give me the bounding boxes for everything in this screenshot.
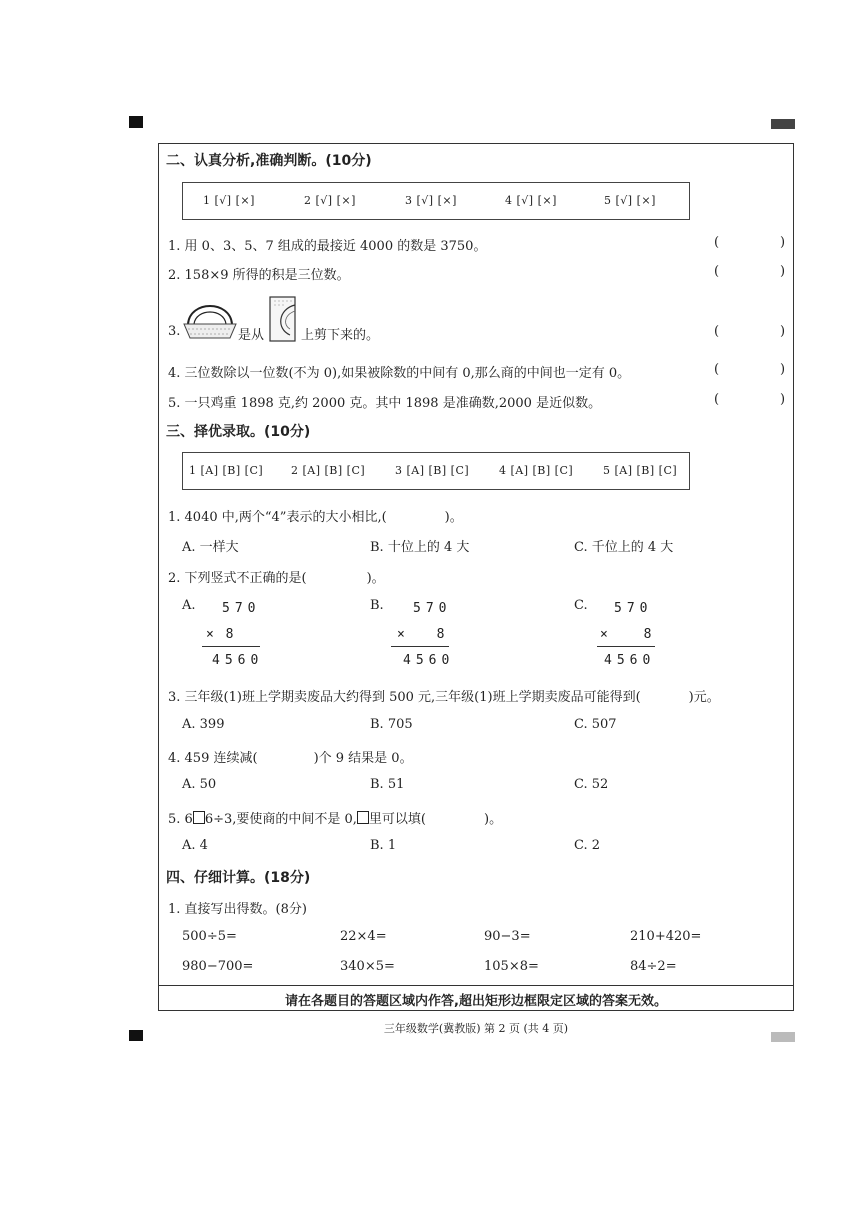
section-3-answer-box <box>182 452 690 490</box>
choice-question-5 <box>168 808 502 827</box>
vertical-line-b <box>391 646 449 647</box>
answer-cell-5[interactable]: 5 [√] [×] <box>604 194 656 207</box>
judge-question-4: 4. 三位数除以一位数(不为 0),如果被除数的中间有 0,那么商的中间也一定有 0。 <box>168 366 631 381</box>
question-stem: 3. 三年级(1)班上学期卖废品大约得到 500 元,三年级(1)班上学期卖废品可能得到( <box>168 690 641 705</box>
notice-divider <box>158 985 794 986</box>
question-tail: )。 <box>444 510 463 525</box>
choice-question-1 <box>168 506 463 525</box>
answer-paren-open: ( <box>714 264 720 279</box>
vertical-line-c <box>597 646 655 647</box>
vertical-product-c: 4560 <box>604 653 656 668</box>
blank-square-icon <box>193 811 205 824</box>
calc-item: 105×8= <box>484 959 539 974</box>
judge-question-3-end: 上剪下来的。 <box>301 328 380 343</box>
vertical-multiplicand-c: 570 <box>614 601 653 616</box>
choice-cell-1[interactable]: 1 [A] [B] [C] <box>189 464 264 477</box>
question-stem: 5. 6 <box>168 812 193 827</box>
section-2-title: 二、认真分析,准确判断。(10分) <box>166 153 372 169</box>
answer-paren-close: ) <box>780 324 786 339</box>
judge-question-3-middle: 是从 <box>238 328 265 343</box>
question-stem: 1. 4040 中,两个“4”表示的大小相比,( <box>168 510 387 525</box>
calc-item: 980−700= <box>182 959 254 974</box>
vertical-multiplicand-b: 570 <box>413 601 452 616</box>
option-a-label[interactable]: A. <box>182 598 196 613</box>
option-a[interactable]: A. 一样大 <box>182 540 239 555</box>
option-c-label[interactable]: C. <box>574 598 588 613</box>
option-a[interactable]: A. 50 <box>182 777 217 792</box>
vertical-multiplier-a: × 8 <box>206 627 236 642</box>
answer-paren-close: ) <box>780 392 786 407</box>
section-4-title: 四、仔细计算。(18分) <box>166 870 311 886</box>
question-tail: )个 9 结果是 0。 <box>313 751 413 766</box>
option-c[interactable]: C. 2 <box>574 838 601 853</box>
folded-paper-icon <box>268 295 298 343</box>
vertical-multiplicand-a: 570 <box>222 601 261 616</box>
answer-paren-close: ) <box>780 362 786 377</box>
option-b-label[interactable]: B. <box>370 598 384 613</box>
registration-mark-bottom-left <box>129 1030 143 1041</box>
answer-paren-open: ( <box>714 362 720 377</box>
section-3-title: 三、择优录取。(10分) <box>166 424 311 440</box>
calc-item: 22×4= <box>340 929 387 944</box>
option-c[interactable]: C. 千位上的 4 大 <box>574 540 674 555</box>
option-a[interactable]: A. 4 <box>182 838 208 853</box>
answer-cell-4[interactable]: 4 [√] [×] <box>505 194 557 207</box>
registration-mark-top-right <box>771 119 795 129</box>
question-tail: )。 <box>366 571 385 586</box>
vertical-product-a: 4560 <box>212 653 264 668</box>
calc-item: 500÷5= <box>182 929 237 944</box>
choice-cell-4[interactable]: 4 [A] [B] [C] <box>499 464 574 477</box>
judge-question-2: 2. 158×9 所得的积是三位数。 <box>168 268 350 283</box>
answer-paren-close: ) <box>780 235 786 250</box>
answer-cell-2[interactable]: 2 [√] [×] <box>304 194 356 207</box>
question-stem-end: 里可以填( <box>368 812 426 827</box>
answer-paren-open: ( <box>714 324 720 339</box>
judge-question-3-number: 3. <box>168 324 181 339</box>
question-tail: )。 <box>484 812 503 827</box>
vertical-line-a <box>202 646 260 647</box>
page-footer: 三年级数学(冀教版) 第 2 页 (共 4 页) <box>383 1022 569 1035</box>
choice-cell-5[interactable]: 5 [A] [B] [C] <box>603 464 678 477</box>
calc-item: 340×5= <box>340 959 395 974</box>
answer-cell-3[interactable]: 3 [√] [×] <box>405 194 457 207</box>
choice-question-4 <box>168 747 413 766</box>
option-c[interactable]: C. 52 <box>574 777 609 792</box>
question-stem: 2. 下列竖式不正确的是( <box>168 571 307 586</box>
option-b[interactable]: B. 51 <box>370 777 405 792</box>
calc-item: 210+420= <box>630 929 702 944</box>
vertical-multiplier-b: × 8 <box>397 627 457 642</box>
option-b[interactable]: B. 1 <box>370 838 397 853</box>
option-c[interactable]: C. 507 <box>574 717 617 732</box>
choice-question-3 <box>168 686 720 705</box>
registration-mark-top-left <box>129 116 143 128</box>
answer-area-notice: 请在各题目的答题区域内作答,超出矩形边框限定区域的答案无效。 <box>285 994 667 1009</box>
calc-item: 84÷2= <box>630 959 677 974</box>
question-stem: 4. 459 连续减( <box>168 751 258 766</box>
judge-question-1: 1. 用 0、3、5、7 组成的最接近 4000 的数是 3750。 <box>168 239 487 254</box>
choice-cell-3[interactable]: 3 [A] [B] [C] <box>395 464 470 477</box>
choice-cell-2[interactable]: 2 [A] [B] [C] <box>291 464 366 477</box>
choice-question-2 <box>168 567 385 586</box>
vertical-multiplier-c: × 8 <box>600 627 666 642</box>
option-b[interactable]: B. 705 <box>370 717 413 732</box>
question-stem-mid: 6÷3,要使商的中间不是 0, <box>204 812 357 827</box>
judge-question-5: 5. 一只鸡重 1898 克,约 2000 克。其中 1898 是准确数,2000 是近似数。 <box>168 396 602 411</box>
answer-paren-open: ( <box>714 392 720 407</box>
answer-paren-close: ) <box>780 264 786 279</box>
blank-square-icon <box>357 811 369 824</box>
calc-item: 90−3= <box>484 929 531 944</box>
vertical-product-b: 4560 <box>403 653 455 668</box>
answer-paren-open: ( <box>714 235 720 250</box>
section-2-answer-box <box>182 182 690 220</box>
answer-cell-1[interactable]: 1 [√] [×] <box>203 194 255 207</box>
basket-icon <box>182 296 238 340</box>
question-tail: )元。 <box>688 690 720 705</box>
option-a[interactable]: A. 399 <box>182 717 225 732</box>
option-b[interactable]: B. 十位上的 4 大 <box>370 540 470 555</box>
calc-subsection-1: 1. 直接写出得数。(8分) <box>168 902 307 917</box>
